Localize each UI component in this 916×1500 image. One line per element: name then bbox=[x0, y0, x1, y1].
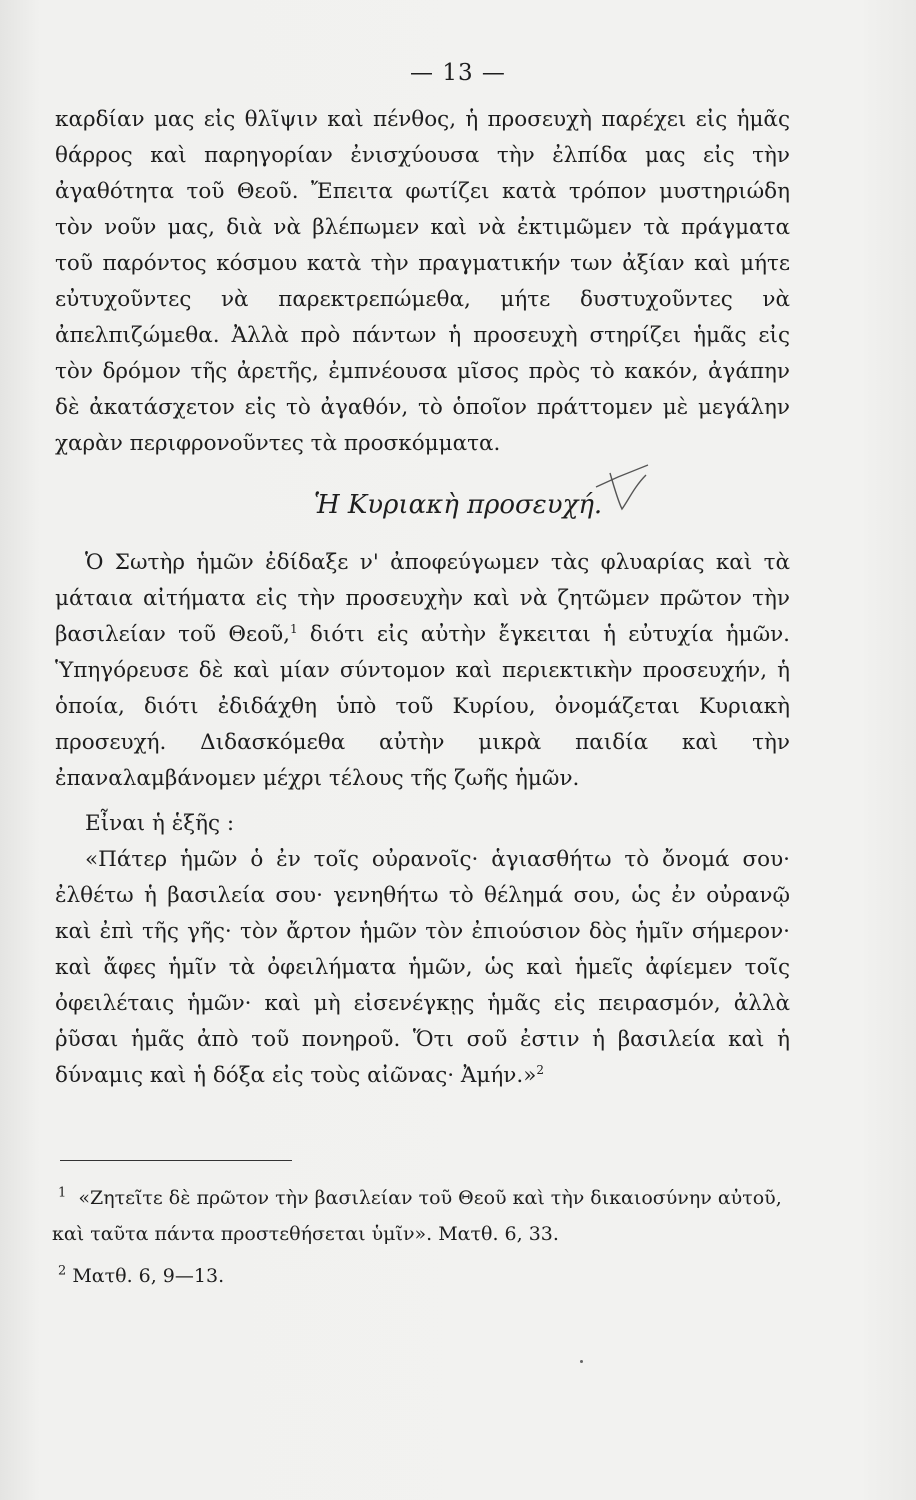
footnote-2-mark: 2 bbox=[58, 1263, 67, 1279]
prayer-body: «Πάτερ ἡμῶν ὁ ἐν τοῖς οὐρανοῖς· ἁγιασθήτω τὸ ὄνομά σου· ἐλθέτω ἡ βασιλεία σου· γενηθήτω τὸ θέλημά σου, ὡς ἐν οὐρανῷ καὶ ἐπὶ τῆς γῆς· τὸν ἄρτον ἡμῶν τὸν ἐπιούσιον δὸς ἡμῖν σήμερον· καὶ ἄφες ἡμῖν τὰ ὀφειλήματα ἡμῶν, ὡς καὶ ἡμεῖς ἀφίεμεν τοῖς ὀφειλέταις ἡμῶν· καὶ μὴ εἰσενέγκῃς ἡμᾶς εἰς πειρασμόν, ἀλλὰ ῥῦσαι ἡμᾶς ἀπὸ τοῦ πονηροῦ. Ὅτι σοῦ ἐστιν ἡ βασιλεία καὶ ἡ δύναμις καὶ ἡ δόξα εἰς τοὺς αἰῶνας· Ἀμήν.» bbox=[55, 847, 790, 1088]
footnote-2 bbox=[52, 1258, 792, 1294]
paragraph-2-text-start: Ὁ Σωτὴρ ἡμῶν ἐδίδαξε ν' ἀποφεύγωμεν τὰς φλυαρίας καὶ τὰ μάταια αἰτήματα εἰς τὴν προσευχὴν καὶ νὰ ζητῶμεν πρῶτον τὴν βασιλείαν τοῦ Θεοῦ, bbox=[55, 550, 790, 647]
page-number: — 13 — bbox=[410, 60, 506, 86]
footnote-ref-2: 2 bbox=[536, 1062, 544, 1077]
section-heading: Ἡ Κυριακὴ προσευχή. bbox=[313, 490, 603, 520]
footnote-2-text: Ματθ. 6, 9—13. bbox=[72, 1265, 225, 1287]
paragraph-it-is-as-follows: Εἶναι ἡ ἑξῆς : bbox=[85, 811, 235, 836]
paragraph-2-text-end: διότι εἰς αὐτὴν ἔγκειται ἡ εὐτυχία ἡμῶν. Ὑπηγόρευσε δὲ καὶ μίαν σύντομον καὶ περιεκτικὴν προσευχήν, ἡ ὁποία, διότι ἐδιδάχθη ὑπὸ τοῦ Κυρίου, ὀνομάζεται Κυριακὴ προσευχή. Διδασκόμεθα αὐτὴν μικρὰ παιδία καὶ τὴν ἐπαναλαμβάνομεν μέχρι τέλους τῆς ζωῆς ἡμῶν. bbox=[55, 622, 791, 791]
paragraph-prayer-benefits: καρδίαν μας εἰς θλῖψιν καὶ πένθος, ἡ προσευχὴ παρέχει εἰς ἡμᾶς θάρρος καὶ παρηγορίαν ἐνισχύουσα τὴν ἐλπίδα μας εἰς τὴν ἀγαθότητα τοῦ Θεοῦ. Ἔπειτα φωτίζει κατὰ τρόπον μυστηριώδη τὸν νοῦν μας, διὰ νὰ βλέπωμεν καὶ νὰ ἐκτιμῶμεν τὰ πράγματα τοῦ παρόντος κόσμου κατὰ τὴν πραγματικήν των ἀξίαν καὶ μήτε εὐτυχοῦντες νὰ παρεκτρεπώμεθα, μήτε δυστυχοῦντες νὰ ἀπελπιζώμεθα. Ἀλλὰ πρὸ πάντων ἡ προσευχὴ στηρίζει ἡμᾶς εἰς τὸν δρόμον τῆς ἀρετῆς, ἐμπνέουσα μῖσος πρὸς τὸ κακόν, ἀγάπην δὲ ἀκατάσχετον εἰς τὸ ἀγαθόν, τὸ ὁποῖον πράττομεν μὲ μεγάλην χαρὰν περιφρονοῦντες τὰ προσκόμματα. bbox=[55, 107, 790, 456]
footnote-ref-1: 1 bbox=[289, 621, 298, 636]
paragraph-lords-prayer-intro bbox=[55, 545, 790, 797]
paper-speck bbox=[580, 1360, 583, 1363]
footnote-1-mark: 1 bbox=[58, 1185, 67, 1201]
footnotes bbox=[52, 1180, 792, 1294]
footnote-1-text: «Ζητεῖτε δὲ πρῶτον τὴν βασιλείαν τοῦ Θεοῦ καὶ τὴν δικαιοσύνην αὐτοῦ, καὶ ταῦτα πάντα προστεθήσεται ὑμῖν». Ματθ. 6, 33. bbox=[52, 1187, 782, 1245]
footnote-divider bbox=[60, 1160, 292, 1161]
footnote-1 bbox=[52, 1180, 792, 1252]
lords-prayer-text bbox=[55, 842, 790, 1094]
